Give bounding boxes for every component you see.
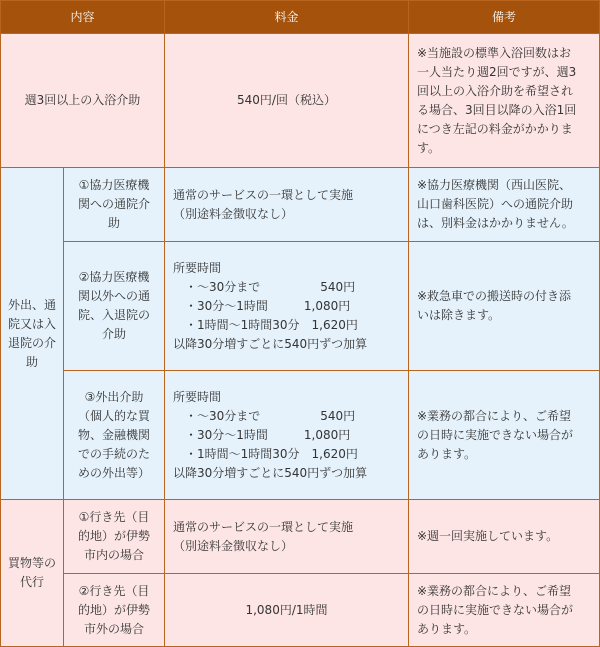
note-line: あります。 [417, 621, 477, 636]
shopping-item-1-note [409, 500, 599, 573]
price-line: 通常のサービスの一環として実施 [173, 519, 354, 534]
note-line: ※週一回実施しています。 [417, 529, 559, 543]
outing-category-line: 助 [25, 354, 38, 369]
price-line: 1,080円/1時間 [245, 602, 328, 617]
label-line: ③外出介助 [84, 389, 144, 404]
label-line: 関への通院介 [77, 197, 150, 211]
price-line: 以降30分増すごとに540円ずつ加算 [173, 336, 368, 351]
price-line: ・30分～1時間 1,080円 [173, 298, 351, 313]
price-line: 以降30分増すごとに540円ずつ加算 [173, 465, 368, 480]
bath-note-line: ※当施設の標準入浴回数はお [417, 45, 572, 60]
header-content: 内容 [1, 1, 164, 33]
note-line: 山口歯科医院）への通院介助 [417, 197, 574, 211]
bath-note-line: 回以上の入浴介助を希望され [417, 83, 574, 98]
price-line: ・～30分まで 540円 [173, 279, 356, 294]
price-line: 所要時間 [173, 260, 222, 275]
note-line: の日時に実施できない場合が [417, 602, 574, 617]
outing-item-2-note [409, 242, 599, 370]
note-line: ※協力医療機関（西山医院、 [417, 178, 572, 192]
shopping-item-1-label [64, 500, 164, 573]
bath-note-line: につき左記の料金がかかりま [417, 121, 573, 136]
outing-category-line: 退院の介 [7, 335, 56, 350]
label-line: めの外出等） [77, 465, 150, 480]
outing-category [1, 168, 63, 499]
label-line: 院、入退院の [77, 308, 150, 322]
label-line: 的地）が伊勢 [77, 529, 150, 543]
note-line: いは除きます。 [417, 308, 501, 322]
note-line: ※業務の都合により、ご希望 [417, 583, 572, 598]
note-line: あります。 [417, 446, 477, 461]
bath-note-line: 一人当たり週2回ですが、週3 [417, 64, 577, 79]
price-line: 所要時間 [173, 389, 222, 404]
label-line: 助 [107, 216, 120, 230]
price-line: ・1時間～1時間30分 1,620円 [173, 317, 358, 332]
price-line: 通常のサービスの一環として実施 [173, 187, 354, 202]
label-line: 関以外への通 [77, 289, 150, 303]
price-line: （別途料金徴収なし） [173, 538, 294, 553]
bath-content-text: 週3回以上の入浴介助 [24, 93, 141, 107]
label-line: 的地）が伊勢 [77, 602, 150, 617]
label-line: 物、金融機関 [77, 427, 150, 442]
outing-item-2-price [165, 242, 408, 370]
shopping-category [1, 500, 63, 646]
outing-item-1-label [64, 168, 164, 241]
shopping-category-line: 買物等の [7, 556, 56, 570]
label-line: ②協力医療機 [78, 270, 150, 284]
note-line: の日時に実施できない場合が [417, 427, 574, 442]
price-line: ・30分～1時間 1,080円 [173, 427, 351, 442]
outing-item-1-note [409, 168, 599, 241]
note-line: ※救急車での搬送時の付き添 [417, 289, 572, 303]
header-note: 備考 [409, 1, 599, 33]
row-bath-note [409, 34, 599, 167]
bath-price-text: 540円/回（税込） [237, 93, 336, 107]
label-line: 市内の場合 [83, 548, 144, 562]
outing-category-line: 院又は入 [7, 316, 56, 331]
label-line: ①行き先（目 [78, 510, 150, 524]
outing-item-2-label [64, 242, 164, 370]
row-bath-content [1, 34, 164, 167]
outing-item-3-note [409, 371, 599, 499]
bath-note-line: る場合、3回目以降の入浴1回 [417, 102, 577, 117]
label-line: 市外の場合 [83, 621, 144, 636]
note-line: ※業務の都合により、ご希望 [417, 408, 572, 423]
price-line: ・1時間～1時間30分 1,620円 [173, 446, 358, 461]
label-line: ②行き先（目 [78, 583, 150, 598]
note-line: は、別料金はかかりません。 [417, 216, 574, 230]
price-line: （別途料金徴収なし） [173, 206, 294, 221]
price-line: ・～30分まで 540円 [173, 408, 356, 423]
outing-category-line: 外出、通 [7, 297, 56, 312]
shopping-item-2-price [165, 574, 408, 646]
shopping-category-line: 代行 [19, 575, 44, 589]
outing-item-1-price [165, 168, 408, 241]
outing-item-3-price [165, 371, 408, 499]
shopping-item-2-note [409, 574, 599, 646]
label-line: （個人的な買 [77, 408, 150, 423]
shopping-item-1-price [165, 500, 408, 573]
label-line: での手続のた [77, 446, 150, 461]
label-line: 介助 [101, 327, 126, 341]
label-line: ①協力医療機 [78, 178, 150, 192]
bath-note-line: す。 [417, 140, 441, 155]
row-bath-price [165, 34, 408, 167]
shopping-item-2-label [64, 574, 164, 646]
outing-item-3-label [64, 371, 164, 499]
header-price: 料金 [165, 1, 408, 33]
